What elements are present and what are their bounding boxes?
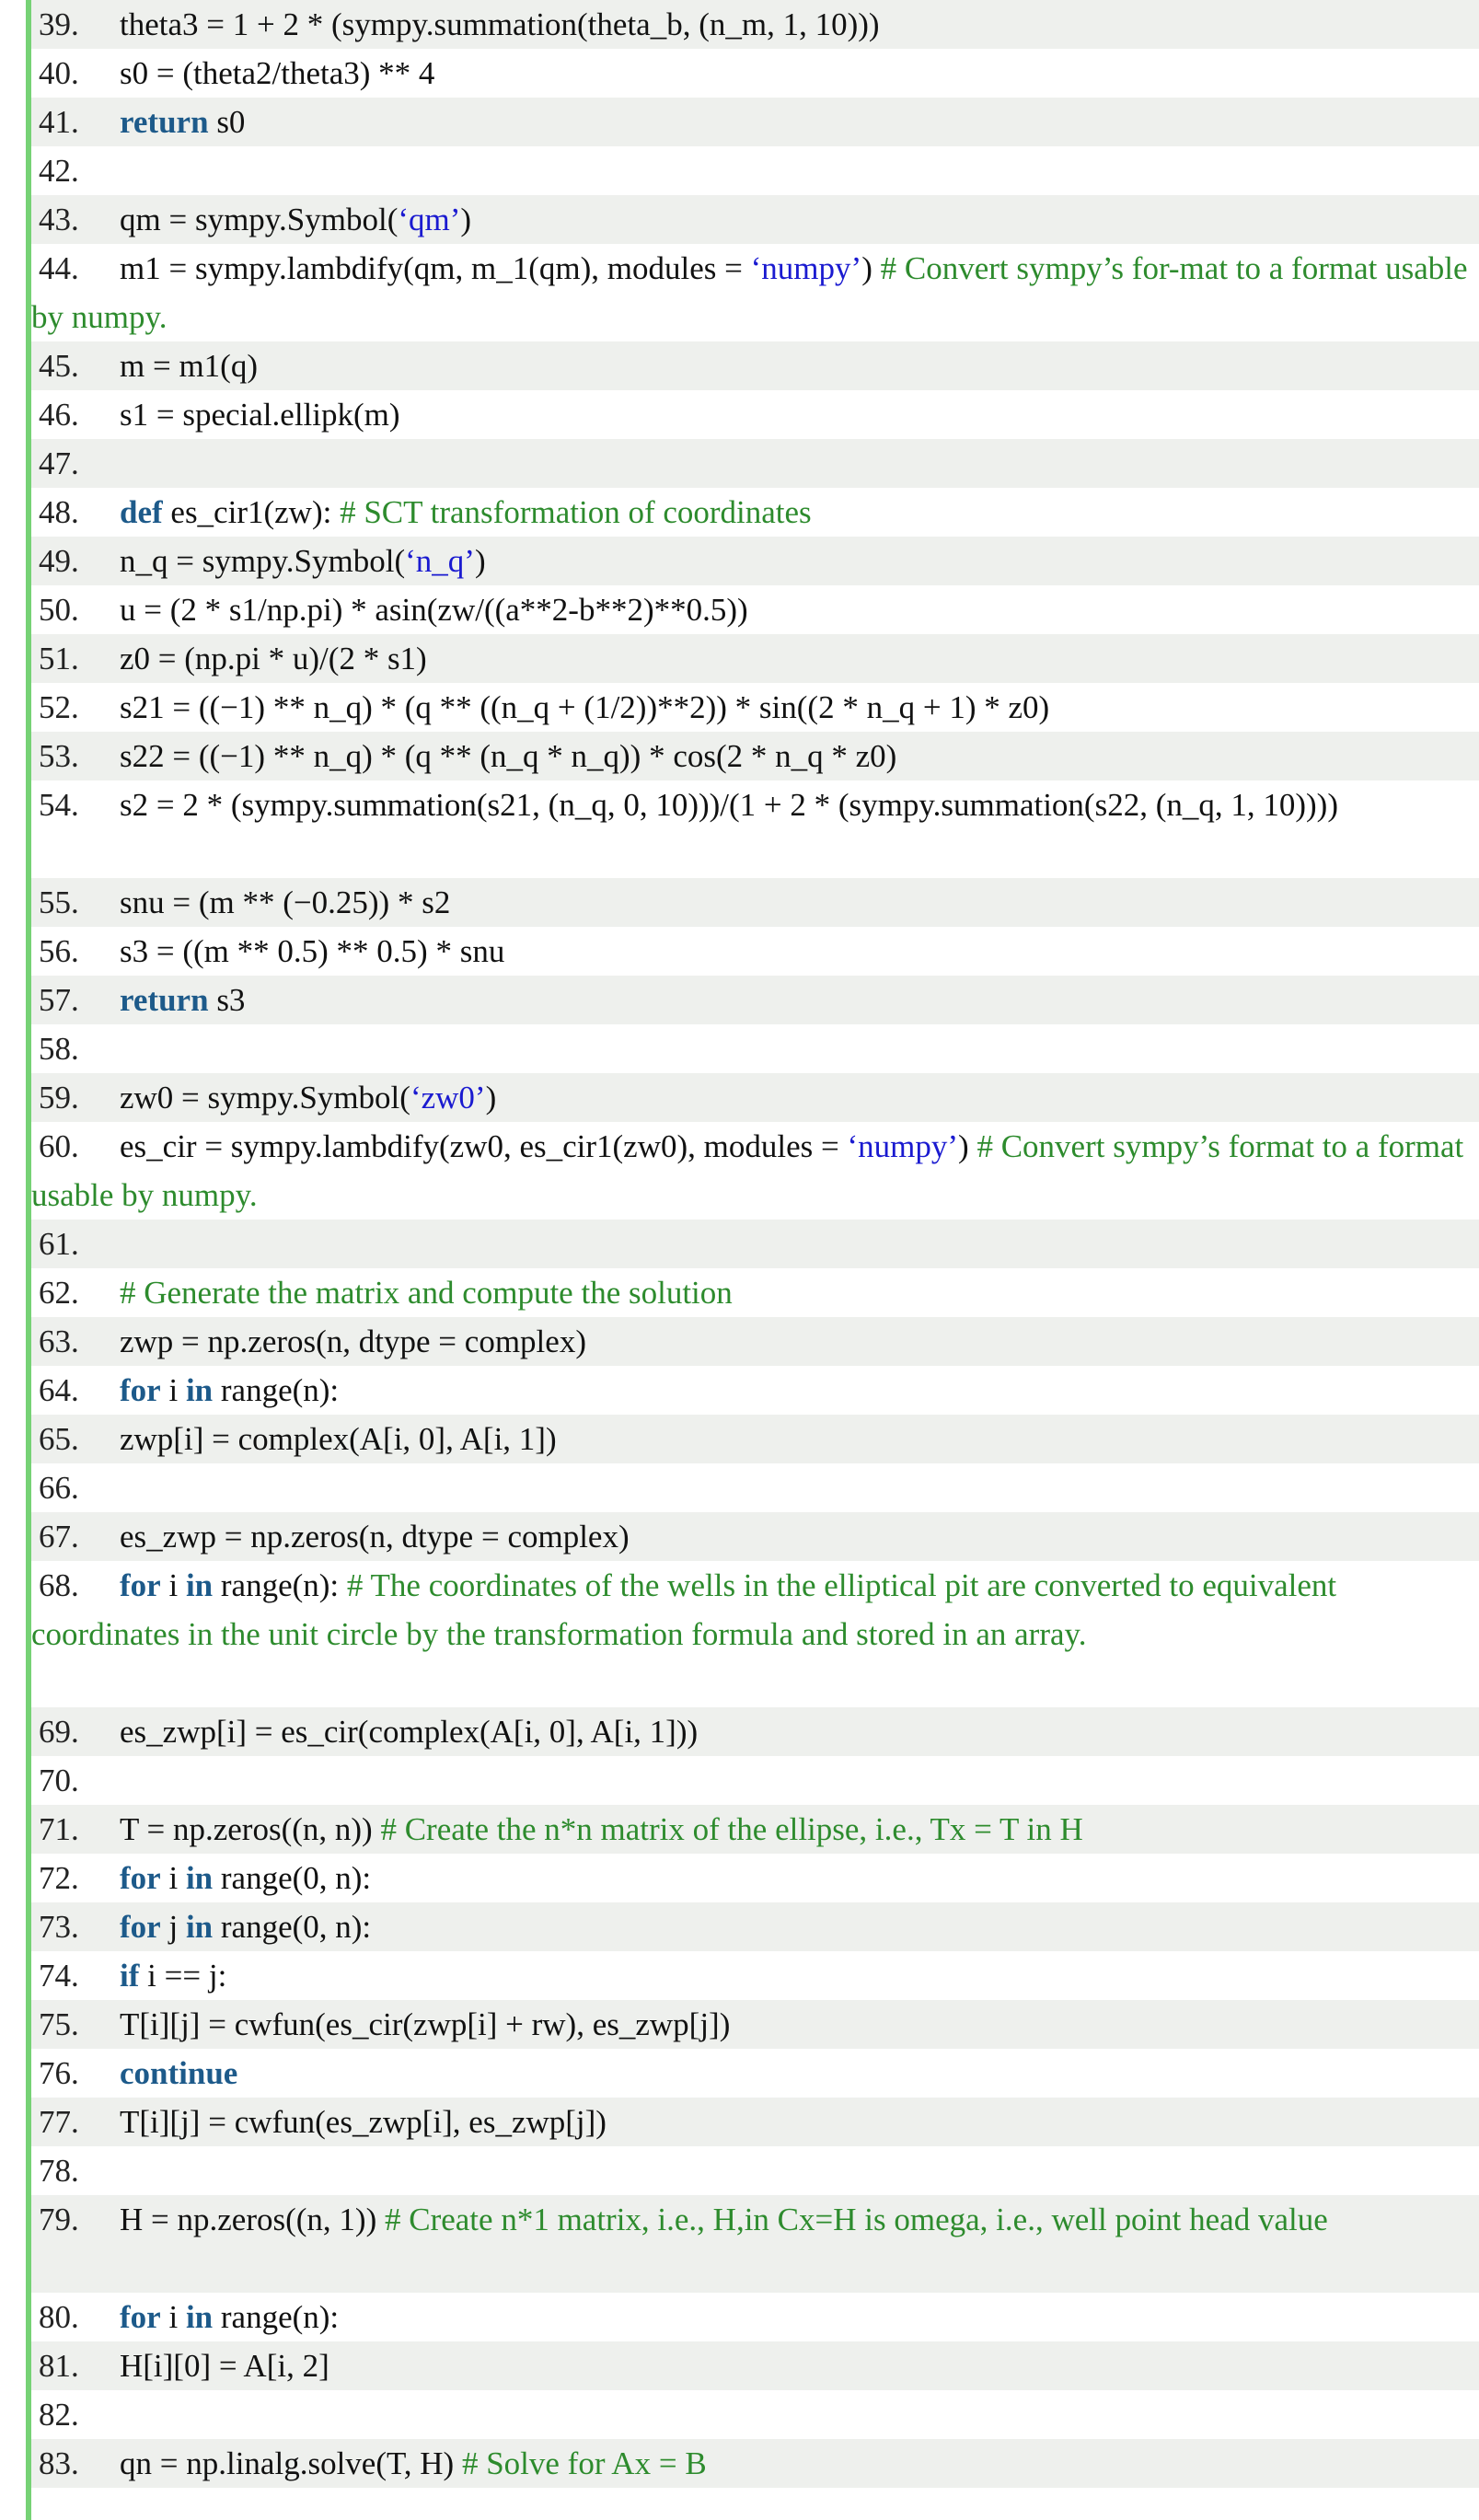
comment: # Convert sympy’s format to a format usable by numpy. [31,1128,1464,1213]
code-token: ) [861,250,881,286]
keyword: def [120,494,163,530]
code-text [120,585,1479,634]
line-number: 57. [39,982,79,1018]
code-token: qn = np.linalg.solve(T, H) [120,2445,462,2481]
comment: # The coordinates of the wells in the elliptical pit are converted to equivalent coordinates in the unit circle by the transformation formula and stored in an array. [31,1567,1337,1652]
line-number: 67. [39,1519,79,1555]
code-text [31,250,1468,335]
line-number: 54. [39,787,79,823]
comment: # Create n*1 matrix, i.e., H,in Cx=H is omega, i.e., well point head value [384,2202,1328,2237]
code-line [31,1415,1479,1463]
line-number: 81. [39,2348,79,2384]
keyword: in [185,1567,214,1603]
code-line [31,0,1479,49]
code-token: s3 [208,982,246,1018]
code-token: m1 = sympy.lambdify(qm, m_1(qm), modules = [120,250,751,286]
code-line [31,1366,1479,1415]
code-text [120,927,1479,976]
line-number: 83. [39,2445,79,2481]
code-token: s2 = 2 * (sympy.summation(s21, (n_q, 0, 10)))/(1 + 2 * (sympy.summation(s22, (n_q, 1, 10)))) [120,787,1338,823]
line-number: 74. [39,1958,79,1994]
code-token: H = np.zeros((n, 1)) [120,2202,385,2237]
code-text [120,732,1479,780]
line-number: 47. [39,445,79,481]
line-number: 56. [39,933,79,969]
string-literal: ‘zw0’ [410,1080,486,1116]
code-line [31,341,1479,390]
code-line [31,1805,1479,1854]
code-line [31,1463,1479,1512]
code-line [31,585,1479,634]
code-line [31,1951,1479,2000]
string-literal: ‘numpy’ [750,250,862,286]
line-number: 41. [39,104,79,140]
keyword: for [120,2299,161,2335]
keyword: for [120,1372,161,1408]
code-text [120,1707,1479,1756]
code-text [120,787,1338,823]
code-line [31,1073,1479,1122]
line-number: 77. [39,2104,79,2140]
code-token: es_cir = sympy.lambdify(zw0, es_cir1(zw0), modules = [120,1128,848,1164]
code-text [120,2098,1479,2146]
code-token: H[i][0] = A[i, 2] [120,2348,329,2384]
code-token: range(0, n): [213,1909,372,1945]
code-text [120,2293,1479,2341]
code-text [120,1268,1479,1317]
line-number: 69. [39,1714,79,1750]
line-number: 42. [39,153,79,189]
code-text [120,2439,1479,2488]
code-token: es_zwp = np.zeros(n, dtype = complex) [120,1519,630,1555]
keyword: in [185,1372,214,1408]
code-token: es_cir1(zw): [162,494,341,530]
line-number: 53. [39,738,79,774]
comment: # Generate the matrix and compute the solution [120,1275,733,1311]
code-text [120,537,1479,585]
code-token: s3 = ((m ** 0.5) ** 0.5) * snu [120,933,505,969]
code-line [31,1317,1479,1366]
code-text [31,1128,1463,1213]
code-text [120,976,1479,1024]
line-number: 79. [39,2202,79,2237]
code-text [120,634,1479,683]
comment: # SCT transformation of coordinates [340,494,812,530]
code-text [120,0,1479,49]
code-line [31,2439,1479,2488]
keyword: for [120,1909,161,1945]
code-line [31,1024,1479,1073]
comment: # Solve for Ax = B [461,2445,707,2481]
code-text [120,1366,1479,1415]
code-text [120,1951,1479,2000]
code-text [120,2341,1479,2390]
code-line [31,683,1479,732]
code-line [31,488,1479,537]
line-number: 58. [39,1031,79,1067]
line-number: 61. [39,1226,79,1262]
keyword: in [185,2299,214,2335]
line-number: 80. [39,2299,79,2335]
keyword: for [120,1860,161,1896]
code-line [31,732,1479,780]
code-line [31,780,1479,878]
code-line [31,1512,1479,1561]
code-line [31,244,1479,341]
code-line [31,537,1479,585]
line-number: 70. [39,1763,79,1798]
code-token: i [160,1372,186,1408]
code-text [120,1854,1479,1902]
code-token: ) [474,543,486,579]
code-token: T[i][j] = cwfun(es_cir(zwp[i] + rw), es_zwp[j]) [120,2006,731,2042]
code-line [31,2146,1479,2195]
code-text [120,1512,1479,1561]
keyword: return [120,982,209,1018]
code-line [31,1561,1479,1707]
code-text [120,1415,1479,1463]
code-token: s1 = special.ellipk(m) [120,397,400,433]
code-line [31,1902,1479,1951]
code-token: range(0, n): [213,1860,372,1896]
line-number: 48. [39,494,79,530]
keyword: return [120,104,209,140]
code-line [31,2000,1479,2049]
line-number: 52. [39,689,79,725]
code-text [120,2049,1479,2098]
line-number: 78. [39,2153,79,2189]
code-token: zwp = np.zeros(n, dtype = complex) [120,1324,586,1359]
line-number: 75. [39,2006,79,2042]
code-line [31,1122,1479,1220]
code-line [31,49,1479,98]
code-token: ) [958,1128,977,1164]
code-text [120,1805,1479,1854]
code-line [31,1268,1479,1317]
code-token: j [160,1909,186,1945]
line-number: 50. [39,592,79,628]
line-number: 62. [39,1275,79,1311]
keyword: in [185,1909,214,1945]
code-token: range(n): [213,1567,347,1603]
line-number: 60. [39,1128,79,1164]
code-text [120,98,1479,146]
code-token: theta3 = 1 + 2 * (sympy.summation(theta_b, (n_m, 1, 10))) [120,6,880,42]
code-line [31,1854,1479,1902]
code-text [120,878,1479,927]
code-line [31,1707,1479,1756]
comment: # Convert sympy’s for-mat to a format usable by numpy. [31,250,1468,335]
code-token: i [160,1860,186,1896]
code-token: range(n): [213,2299,340,2335]
line-number: 65. [39,1421,79,1457]
code-token: n_q = sympy.Symbol( [120,543,406,579]
code-text [120,2000,1479,2049]
keyword: in [185,1860,214,1896]
line-number: 76. [39,2055,79,2091]
code-line [31,439,1479,488]
code-text [120,195,1479,244]
line-number: 72. [39,1860,79,1896]
line-number: 51. [39,641,79,676]
code-text [120,49,1479,98]
line-number: 49. [39,543,79,579]
code-text [31,1567,1336,1652]
keyword: if [120,1958,140,1994]
line-number: 64. [39,1372,79,1408]
line-number: 66. [39,1470,79,1506]
code-text [120,488,1479,537]
code-listing [26,0,1479,2520]
code-text [120,683,1479,732]
code-token: i [160,2299,186,2335]
line-number: 68. [39,1567,79,1603]
code-line [31,195,1479,244]
code-token: ) [485,1080,497,1116]
comment: # Create the n*n matrix of the ellipse, i.e., Tx = T in H [380,1811,1083,1847]
code-text [120,390,1479,439]
code-line [31,878,1479,927]
line-number: 43. [39,202,79,237]
string-literal: ‘n_q’ [405,543,475,579]
line-number: 59. [39,1080,79,1116]
code-line [31,1756,1479,1805]
code-token: zwp[i] = complex(A[i, 0], A[i, 1]) [120,1421,557,1457]
code-line [31,2341,1479,2390]
code-text [120,1902,1479,1951]
line-number: 39. [39,6,79,42]
code-text [120,1073,1479,1122]
code-line [31,2293,1479,2341]
string-literal: ‘numpy’ [847,1128,959,1164]
code-line [31,976,1479,1024]
code-line [31,634,1479,683]
code-token: snu = (m ** (−0.25)) * s2 [120,884,451,920]
line-number: 44. [39,250,79,286]
code-token: T = np.zeros((n, n)) [120,1811,381,1847]
code-line [31,2049,1479,2098]
code-token: z0 = (np.pi * u)/(2 * s1) [120,641,427,676]
line-number: 40. [39,55,79,91]
code-line [31,98,1479,146]
code-token: qm = sympy.Symbol( [120,202,399,237]
code-token: i [160,1567,186,1603]
line-number: 63. [39,1324,79,1359]
code-line [31,146,1479,195]
line-number: 71. [39,1811,79,1847]
code-token: zw0 = sympy.Symbol( [120,1080,410,1116]
code-token: s0 [208,104,246,140]
keyword: for [120,1567,161,1603]
line-number: 55. [39,884,79,920]
line-number: 82. [39,2397,79,2433]
code-token: ) [460,202,472,237]
string-literal: ‘qm’ [398,202,461,237]
code-token: u = (2 * s1/np.pi) * asin(zw/((a**2-b**2)**0.5)) [120,592,748,628]
line-number: 45. [39,348,79,384]
code-line [31,1220,1479,1268]
code-line [31,390,1479,439]
code-text [120,341,1479,390]
code-token: s22 = ((−1) ** n_q) * (q ** (n_q * n_q)) * cos(2 * n_q * z0) [120,738,897,774]
code-line [31,2390,1479,2439]
code-token: range(n): [213,1372,340,1408]
code-line [31,2098,1479,2146]
code-token: es_zwp[i] = es_cir(complex(A[i, 0], A[i, 1])) [120,1714,699,1750]
keyword: continue [120,2055,238,2091]
code-line [31,927,1479,976]
line-number: 73. [39,1909,79,1945]
code-text [120,2202,1328,2237]
code-line [31,2195,1479,2293]
line-number: 46. [39,397,79,433]
code-token: s21 = ((−1) ** n_q) * (q ** ((n_q + (1/2))**2)) * sin((2 * n_q + 1) * z0) [120,689,1050,725]
code-token: T[i][j] = cwfun(es_zwp[i], es_zwp[j]) [120,2104,607,2140]
code-token: m = m1(q) [120,348,258,384]
code-token: i == j: [139,1958,227,1994]
code-text [120,1317,1479,1366]
code-token: s0 = (theta2/theta3) ** 4 [120,55,435,91]
